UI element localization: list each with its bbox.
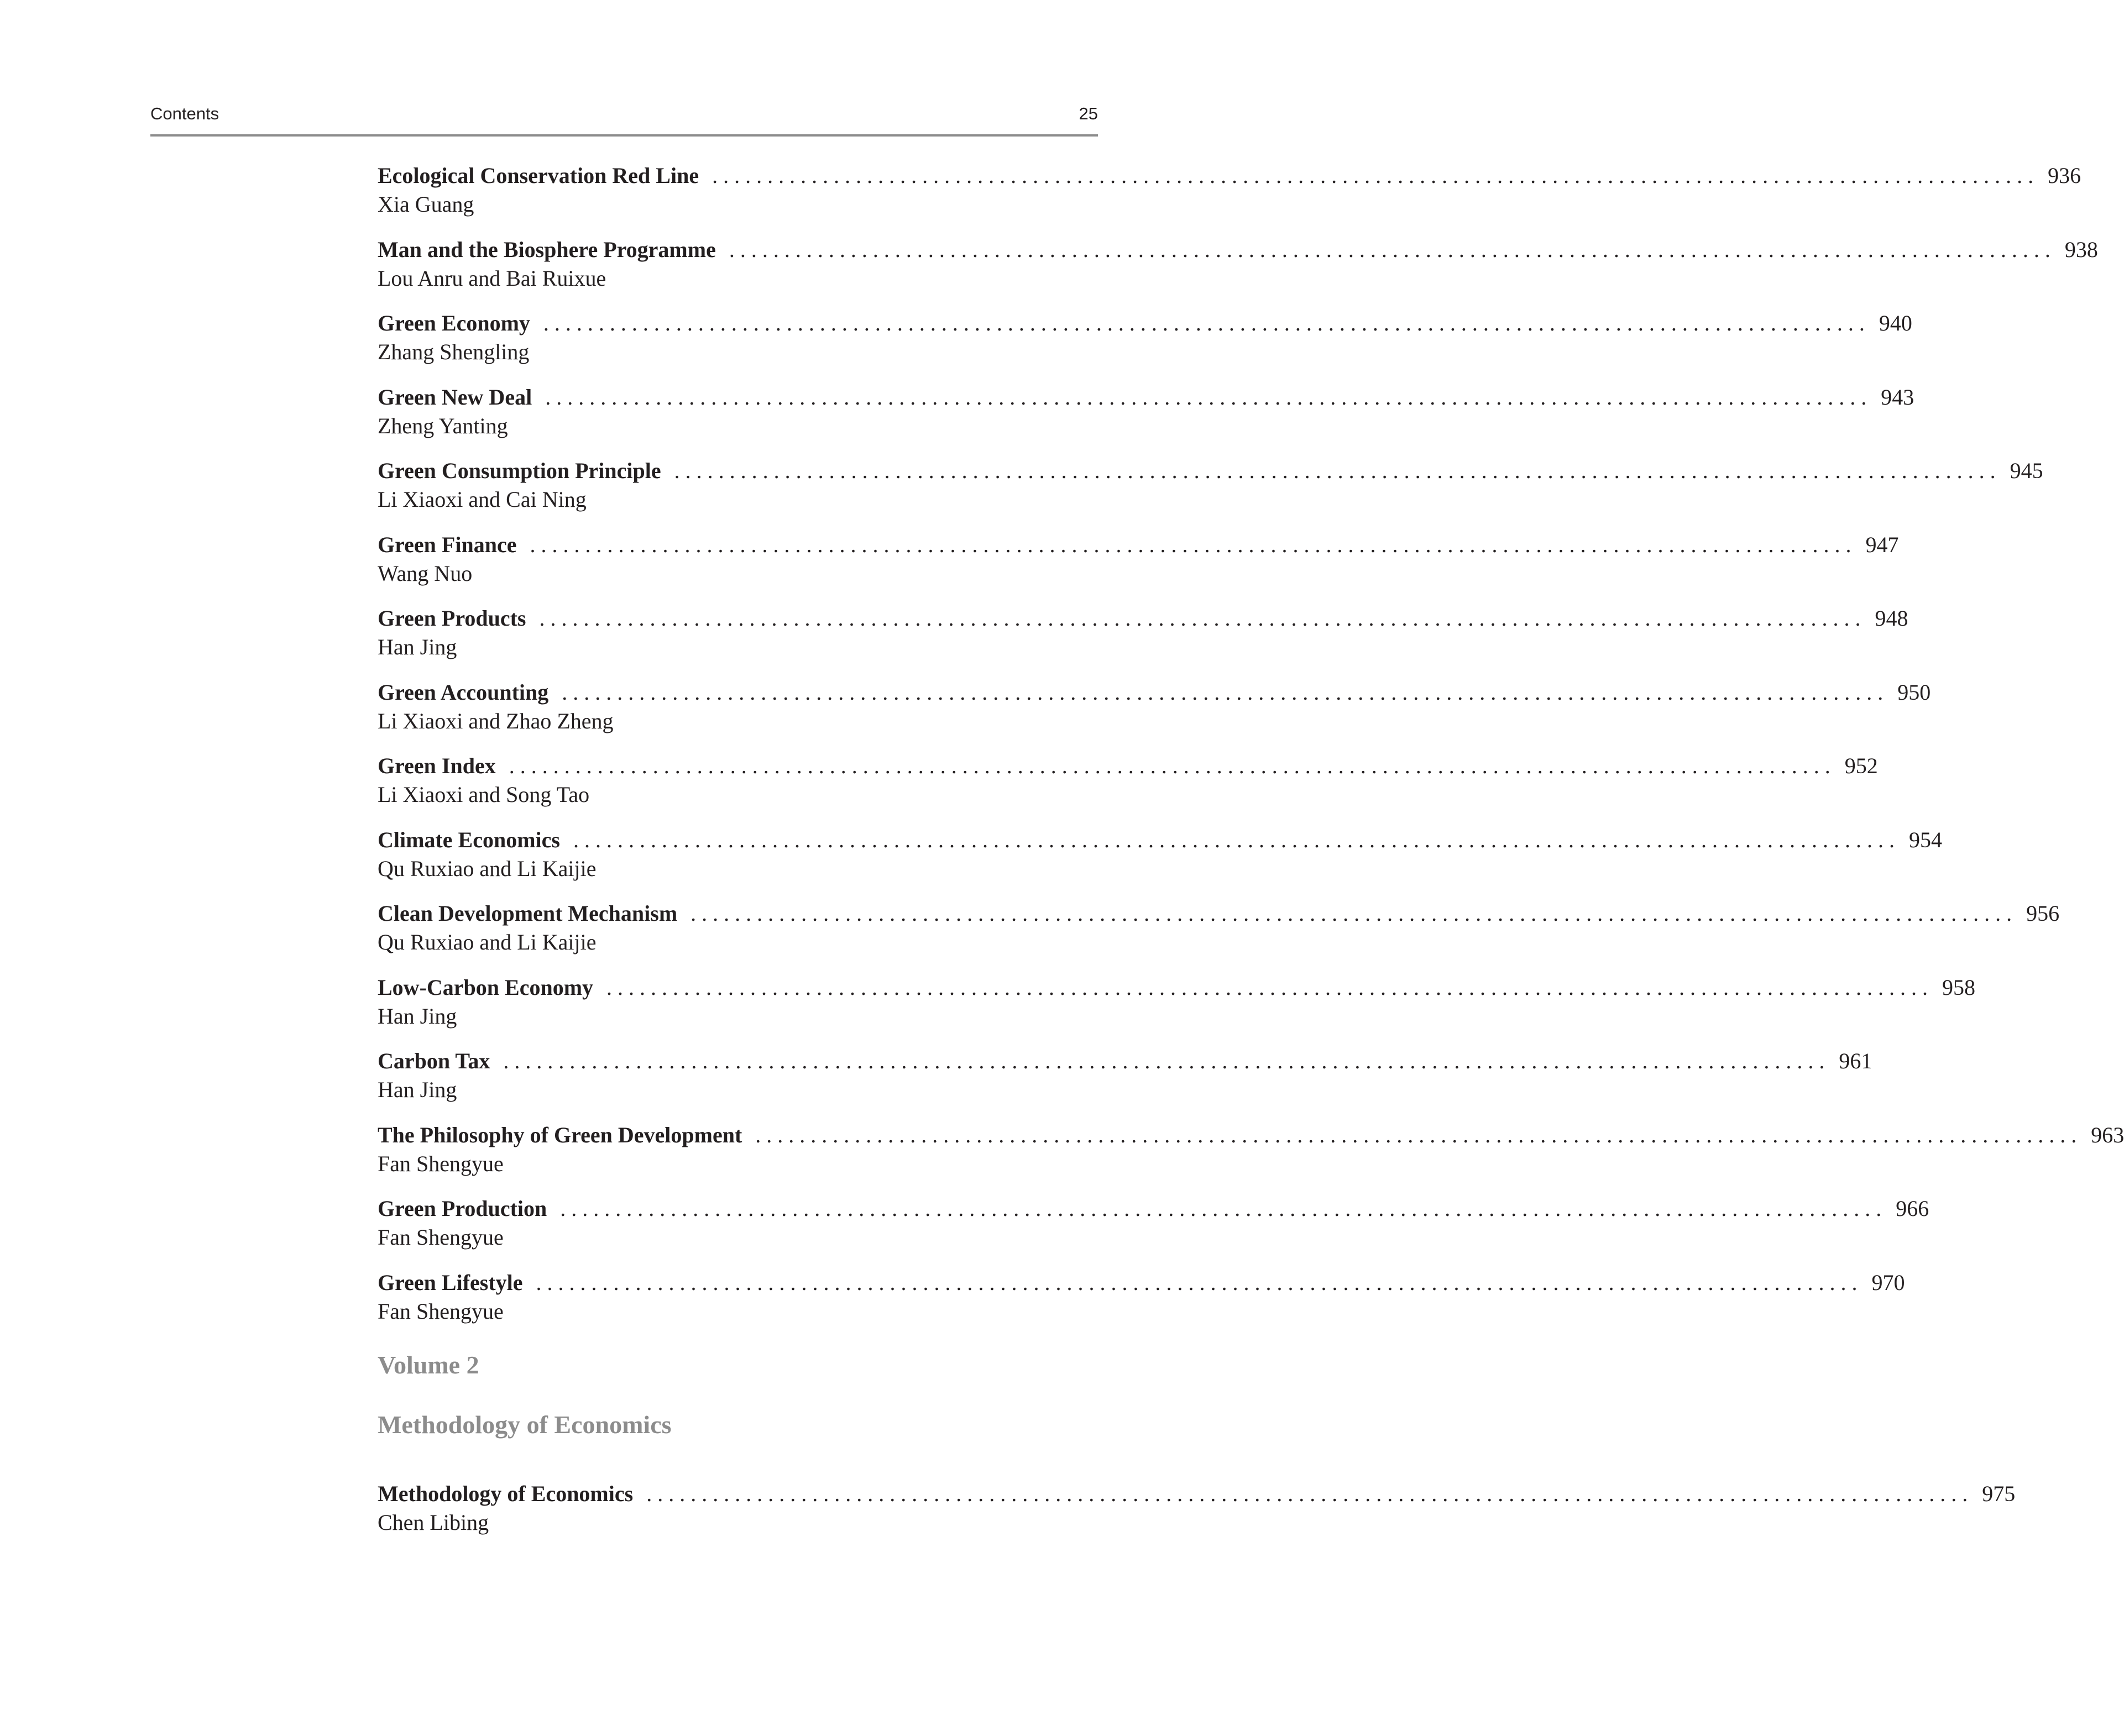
toc-entry-author: Li Xiaoxi and Song Tao [378,782,590,807]
toc-entry-page: 975 [1982,1481,2016,1506]
dot-leader: ........................................................................................................................ [543,311,1870,335]
toc-entry-title: Green Lifestyle [378,1270,523,1295]
dot-leader: ........................................................................................................................ [674,458,2001,483]
dot-leader: ........................................................................................................................ [503,1048,1830,1073]
header-rule [150,134,1098,137]
toc-entry-page: 970 [1871,1270,1905,1295]
toc-entry-page: 958 [1942,974,1976,1000]
toc-entry-title: Green Finance [378,532,517,557]
volume-heading: Volume 2 [378,1351,479,1379]
toc-entry[interactable] [378,1267,1905,1341]
toc-entry-title: Green Index [378,753,496,778]
toc-title-line [378,529,1899,560]
toc-entry-author: Lou Anru and Bai Ruixue [378,265,606,291]
toc-title-line [378,751,1878,782]
page-number: 25 [1079,104,1098,123]
toc-title-line [378,160,2081,191]
dot-leader: ........................................................................................................................ [560,1196,1887,1221]
dot-leader: ........................................................................................................................ [536,1270,1863,1295]
toc-title-line [378,1120,2124,1151]
toc-entry-page: 936 [2048,163,2081,188]
toc-entry-author: Fan Shengyue [378,1225,504,1250]
dot-leader: ........................................................................................................................ [562,679,1889,705]
dot-leader: ........................................................................................................................ [509,753,1836,778]
toc-entry[interactable] [378,1478,2016,1553]
toc-title-line [378,825,1942,856]
toc-entry[interactable] [378,603,1908,677]
toc-entry-page: 945 [2010,458,2043,483]
toc-entry[interactable] [378,1120,2124,1194]
toc-entry-author: Han Jing [378,1077,457,1102]
running-title: Contents [150,104,219,123]
toc-entry[interactable] [378,751,1878,825]
toc-entry-title: Clean Development Mechanism [378,901,678,926]
toc-entry[interactable] [378,529,1899,604]
toc-entry-title: Green Products [378,606,526,631]
toc-entry-page: 952 [1844,753,1878,778]
toc-entry-author: Zhang Shengling [378,339,530,364]
toc-entry-author: Chen Libing [378,1510,489,1535]
toc-entry-title: Green Economy [378,311,530,335]
dot-leader: ........................................................................................................................ [755,1122,2083,1147]
toc-entry-page: 947 [1865,532,1899,557]
toc-title-line [378,234,2098,265]
toc-entry-author: Qu Ruxiao and Li Kaijie [378,856,597,881]
toc-entry-title: Methodology of Economics [378,1481,634,1506]
toc-entry-page: 950 [1897,679,1931,705]
toc-entry[interactable] [378,972,1976,1046]
toc-entry-author: Wang Nuo [378,560,473,586]
toc-entries-volume-2 [378,1478,2016,1553]
toc-entry-title: The Philosophy of Green Development [378,1122,742,1147]
toc-title-line [378,898,2060,929]
toc-entry-page: 961 [1839,1048,1872,1073]
toc-title-line [378,308,1912,339]
toc-entry-author: Han Jing [378,1003,457,1029]
dot-leader: ........................................................................................................................ [573,827,1900,852]
toc-title-line [378,603,1908,634]
toc-entry[interactable] [378,455,2043,529]
toc-entry-author: Fan Shengyue [378,1151,504,1176]
toc-title-line [378,1046,1872,1077]
toc-title-line [378,677,1931,708]
toc-entry-author: Zheng Yanting [378,413,508,438]
toc-title-line [378,1193,1929,1224]
toc-entry-title: Carbon Tax [378,1048,490,1073]
table-of-contents [378,160,2124,1553]
toc-title-line [378,1478,2016,1509]
toc-entry[interactable] [378,898,2060,972]
toc-entry-author: Li Xiaoxi and Cai Ning [378,487,587,512]
toc-entry-title: Low-Carbon Economy [378,974,594,1000]
toc-entry-page: 943 [1881,384,1914,410]
dot-leader: ........................................................................................................................ [545,384,1872,410]
toc-entry-page: 954 [1908,827,1942,852]
part-heading: Methodology of Economics [378,1410,672,1439]
running-header [150,102,1098,126]
toc-entry-author: Li Xiaoxi and Zhao Zheng [378,708,614,733]
dot-leader: ........................................................................................................................ [530,532,1857,557]
dot-leader: ........................................................................................................................ [712,163,2039,188]
dot-leader: ........................................................................................................................ [646,1481,1974,1506]
toc-entry[interactable] [378,160,2081,234]
toc-entry-page: 940 [1879,311,1912,335]
toc-title-line [378,455,2043,486]
toc-entry-author: Xia Guang [378,192,474,217]
toc-entry[interactable] [378,308,1912,382]
toc-title-line [378,1267,1905,1298]
toc-entry-page: 963 [2091,1122,2124,1147]
toc-entry-page: 948 [1875,606,1908,631]
toc-entry-author: Fan Shengyue [378,1298,504,1324]
dot-leader: ........................................................................................................................ [690,901,2018,926]
toc-entry-title: Green Consumption Principle [378,458,661,483]
toc-entry[interactable] [378,234,2098,308]
dot-leader: ........................................................................................................................ [539,606,1866,631]
toc-title-line [378,972,1976,1003]
toc-entry-title: Green Accounting [378,679,549,705]
toc-entries-volume-1 [378,160,2124,1341]
toc-entry[interactable] [378,677,1931,751]
toc-entry-title: Green Production [378,1196,547,1221]
toc-entry[interactable] [378,825,1942,899]
toc-entry-title: Green New Deal [378,384,532,410]
toc-entry-author: Qu Ruxiao and Li Kaijie [378,930,597,954]
toc-entry-page: 938 [2064,237,2098,262]
toc-entry-page: 966 [1896,1196,1929,1221]
toc-entry[interactable] [378,1046,1872,1120]
toc-entry-page: 956 [2026,901,2060,926]
toc-entry-author: Han Jing [378,634,457,659]
dot-leader: ........................................................................................................................ [606,974,1934,1000]
dot-leader: ........................................................................................................................ [729,237,2056,262]
toc-entry-title: Ecological Conservation Red Line [378,163,699,188]
toc-entry-title: Climate Economics [378,827,560,852]
toc-entry[interactable] [378,1193,1929,1267]
toc-entry-title: Man and the Biosphere Programme [378,237,716,262]
toc-title-line [378,382,1914,413]
toc-entry[interactable] [378,382,1914,456]
